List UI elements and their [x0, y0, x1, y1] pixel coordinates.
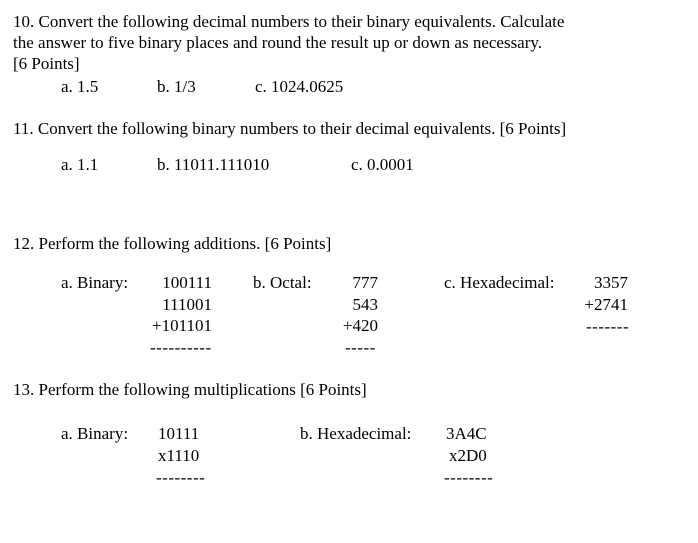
q12-a-sum-line: ---------- [150, 338, 212, 357]
q10-part-a: a. 1.5 [61, 77, 99, 96]
q12-a-row-3: +101101 [152, 316, 212, 335]
q12-c-sum-line: ------- [586, 317, 630, 336]
q13-b-row-2: x2D0 [449, 446, 487, 465]
q12-b-row-2: 543 [352, 295, 378, 314]
q10-part-c: c. 1024.0625 [255, 77, 344, 96]
q11-part-b: b. 11011.111010 [157, 155, 270, 174]
q13-b-row-1: 3A4C [446, 424, 487, 443]
q12-b-row-3: +420 [342, 316, 378, 335]
q13-a-row-1: 10111 [158, 424, 200, 443]
q12-text: 12. Perform the following additions. [6 Points] [13, 234, 332, 253]
q10-line-2: the answer to five binary places and round the result up or down as necessary. [13, 33, 543, 52]
q13-a-row-2: x1110 [158, 446, 200, 465]
q13-text: 13. Perform the following multiplications [6 Points] [13, 380, 367, 399]
q12-a-row-1: 100111 [162, 273, 212, 292]
q10-line-1: 10. Convert the following decimal numbers to their binary equivalents. Calculate [13, 12, 565, 31]
q11-part-c: c. 0.0001 [351, 155, 414, 174]
q11-part-a: a. 1.1 [61, 155, 99, 174]
q13-b-product-line: -------- [444, 468, 494, 487]
q12-a-label: a. Binary: [61, 273, 129, 292]
q13-a-label: a. Binary: [61, 424, 129, 443]
q12-a-row-2: 111001 [162, 295, 212, 314]
q13-a-product-line: -------- [156, 468, 206, 487]
q12-c-row-1: 3357 [594, 273, 628, 292]
q12-c-label: c. Hexadecimal: [444, 273, 555, 292]
q13-b-label: b. Hexadecimal: [300, 424, 412, 443]
q12-b-sum-line: ----- [345, 338, 376, 357]
q10-line-3: [6 Points] [13, 54, 80, 73]
q11-text: 11. Convert the following binary numbers to their decimal equivalents. [6 Points] [13, 119, 567, 138]
q12-c-row-2: +2741 [584, 295, 628, 314]
q12-b-label: b. Octal: [253, 273, 312, 292]
q10-part-b: b. 1/3 [157, 77, 196, 96]
q12-b-row-1: 777 [352, 273, 378, 292]
